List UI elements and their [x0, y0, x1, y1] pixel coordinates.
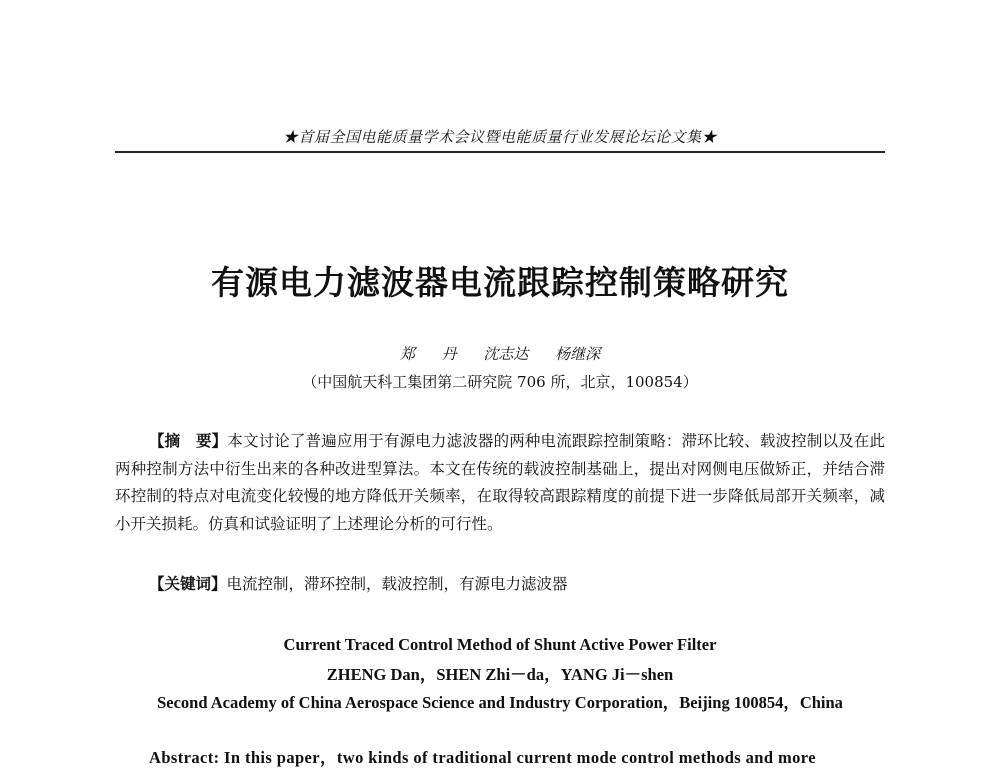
- english-abstract: [149, 744, 885, 768]
- keywords-label: 【关键词】: [149, 575, 227, 593]
- english-authors: ZHENG Dan，SHEN Zhi－da，YANG Ji－shen: [326, 665, 674, 684]
- english-abstract-text: In this paper，two kinds of traditional current mode control methods and more: [224, 748, 816, 767]
- abstract-text: 本文讨论了普遍应用于有源电力滤波器的两种电流跟踪控制策略：滞环比较、载波控制以及在此两种控制方法中衍生出来的各种改进型算法。本文在传统的载波控制基础上，提出对网侧电压做矫正，并结合滞环控制的特点对电流变化较慢的地方降低开关频率，在取得较高跟踪精度的前提下进一步降低局部开关频率，减小开关损耗。仿真和试验证明了上述理论分析的可行性。: [115, 432, 885, 533]
- chinese-abstract: [115, 428, 885, 538]
- english-affiliation: Second Academy of China Aerospace Science and Industry Corporation，Beijing 100854，China: [157, 693, 843, 712]
- paper-title: 有源电力滤波器电流跟踪控制策略研究: [211, 263, 789, 302]
- english-abstract-label: Abstract:: [149, 748, 220, 767]
- author-list: 郑 丹 沈志达 杨继深: [399, 345, 601, 363]
- running-header: ★首届全国电能质量学术会议暨电能质量行业发展论坛论文集★: [282, 128, 717, 146]
- author-affiliation: （中国航天科工集团第二研究院 706 所，北京，100854）: [302, 373, 698, 391]
- keywords-text: 电流控制，滞环控制，载波控制，有源电力滤波器: [226, 575, 568, 593]
- header-rule: [115, 151, 885, 153]
- chinese-keywords: [149, 572, 885, 594]
- english-title: Current Traced Control Method of Shunt Active Power Filter: [283, 635, 717, 654]
- abstract-label: 【摘 要】: [149, 432, 228, 450]
